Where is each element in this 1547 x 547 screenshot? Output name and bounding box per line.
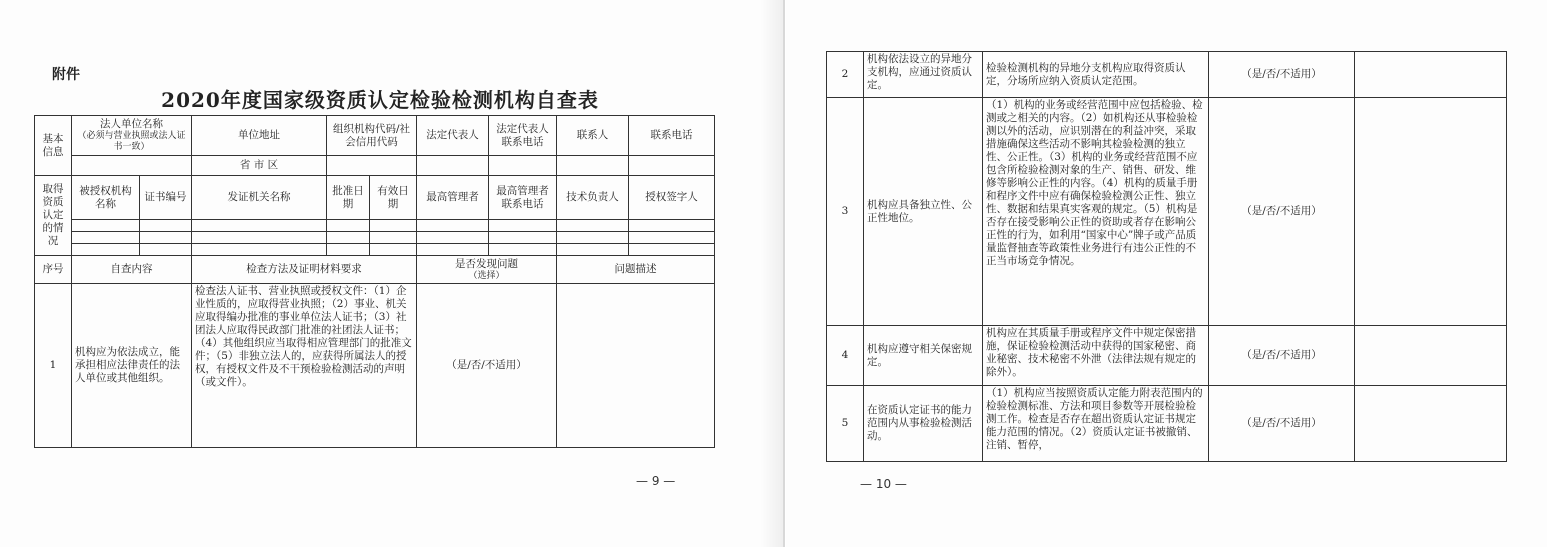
qualification-blank-row [35,220,715,232]
row-choice[interactable]: （是/否/不适用） [417,284,557,448]
tech-lead-header: 技术负责人 [557,176,629,220]
no-header: 序号 [35,256,72,284]
row-choice[interactable]: （是/否/不适用） [1209,98,1355,326]
issuer-header: 发证机关名称 [192,176,327,220]
contact-phone-field[interactable] [629,156,715,176]
found-note: （选择） [468,270,505,281]
legal-rep-phone-header: 法定代表人联系电话 [489,116,557,156]
page-divider [783,0,785,547]
legal-unit-name-field[interactable] [72,156,192,176]
signatory-header: 授权签字人 [629,176,715,220]
row-method: 检查法人证书、营业执照或授权文件：（1）企业性质的，应取得营业执照；（2）事业、机关应取得编办批准的事业单位法人证书；（3）社团法人应取得民政部门批准的社团法人证书；（4）其他组织应当取得相应管理部门的批准文件；（5）非独立法人的，应获得所属法人的授权，有授权文件及不干预检验检测活动的声明（或文件）。 [192,284,417,448]
top-manager-header: 最高管理者 [417,176,489,220]
row-method: 检验检测机构的异地分支机构应取得资质认定，分场所应纳入资质认定范围。 [983,52,1209,98]
contact-field[interactable] [557,156,629,176]
top-manager-phone-header: 最高管理者联系电话 [489,176,557,220]
row-description-field[interactable] [1355,52,1507,98]
valid-date-header: 有效日期 [370,176,417,220]
legal-unit-note: （必须与营业执照或法人证书一致） [77,131,186,152]
org-code-header: 组织机构代码/社会信用代码 [327,116,417,156]
row-method: （1）机构应当按照资质认定能力附表范围内的检验检测标准、方法和项目参数等开展检验检测工作。检查是否存在超出资质认定证书规定能力范围的情况。（2）资质认定证书被撤销、注销、暂停， [983,386,1209,462]
row-description-field[interactable] [1355,98,1507,326]
row-method: 机构应在其质量手册或程序文件中规定保密措施，保证检验检测活动中获得的国家秘密、商业秘密、技术秘密不外泄（法律法规有规定的除外）。 [983,326,1209,386]
content-header: 自查内容 [72,256,192,284]
legal-unit-name-header: 法人单位名称 （必须与营业执照或法人证书一致） [72,116,192,156]
row-choice[interactable]: （是/否/不适用） [1209,386,1355,462]
legal-rep-field[interactable] [417,156,489,176]
table-row [827,326,1507,386]
basic-info-header: 基本信息 [35,116,72,176]
self-check-table-left [34,115,715,448]
row-description-field[interactable] [1355,386,1507,462]
qualification-blank-row [35,232,715,244]
row-content: 机构应具备独立性、公正性地位。 [864,98,983,326]
table-row [827,52,1507,98]
row-method: （1）机构的业务或经营范围中应包括检验、检测或之相关的内容。（2）如机构还从事检验检测以外的活动，应识别潜在的利益冲突，采取措施确保这些活动不影响其检验检测的独立性、公正性。（3）机构的业务或经营范围不应包含所检验检测对象的生产、销售、研发、维修等影响公正性的内容。（4）机构的质量手册和程序文件中应有确保检验检测公正性、独立性、数据和结果真实客观的规定。（5）机构是否存在接受影响公正性的资助或者存在影响公正性的行为，如利用“国家中心”牌子或产品质量监督抽查等政策性业务进行有违公正性的不正当市场竞争情况。 [983,98,1209,326]
row-content: 机构依法设立的异地分支机构，应通过资质认定。 [864,52,983,98]
attachment-label: 附件 [52,67,80,83]
row-content: 在资质认定证书的能力范围内从事检验检测活动。 [864,386,983,462]
qualification-header: 取得资质认定的情况 [35,176,72,256]
found-header: 是否发现问题 （选择） [417,256,557,284]
row-description-field[interactable] [1355,326,1507,386]
authorized-name-header: 被授权机构名称 [72,176,140,220]
table-row [827,386,1507,462]
org-code-field[interactable] [327,156,417,176]
contact-header: 联系人 [557,116,629,156]
legal-rep-phone-field[interactable] [489,156,557,176]
row-content: 机构应为依法成立，能承担相应法律责任的法人单位或其他组织。 [72,284,192,448]
row-no: 5 [827,386,864,462]
address-field[interactable]: 省 市 区 [192,156,327,176]
page-number: — 9 — [636,474,676,488]
row-no: 1 [35,284,72,448]
legal-rep-header: 法定代表人 [417,116,489,156]
address-header: 单位地址 [192,116,327,156]
table-row [35,284,715,448]
row-content: 机构应遵守相关保密规定。 [864,326,983,386]
row-choice[interactable]: （是/否/不适用） [1209,326,1355,386]
method-header: 检查方法及证明材料要求 [192,256,417,284]
qualification-blank-row [35,244,715,256]
row-no: 2 [827,52,864,98]
right-page [786,0,1547,547]
cert-no-header: 证书编号 [140,176,192,220]
page-title: 2020年度国家级资质认定检验检测机构自查表 [161,88,599,112]
desc-header: 问题描述 [557,256,715,284]
row-no: 3 [827,98,864,326]
page-fold [760,0,783,547]
row-description-field[interactable] [557,284,715,448]
row-no: 4 [827,326,864,386]
contact-phone-header: 联系电话 [629,116,715,156]
page-number: — 10 — [860,477,907,491]
row-choice[interactable]: （是/否/不适用） [1209,52,1355,98]
table-row [827,98,1507,326]
approve-date-header: 批准日期 [327,176,370,220]
self-check-table-right [826,51,1507,462]
